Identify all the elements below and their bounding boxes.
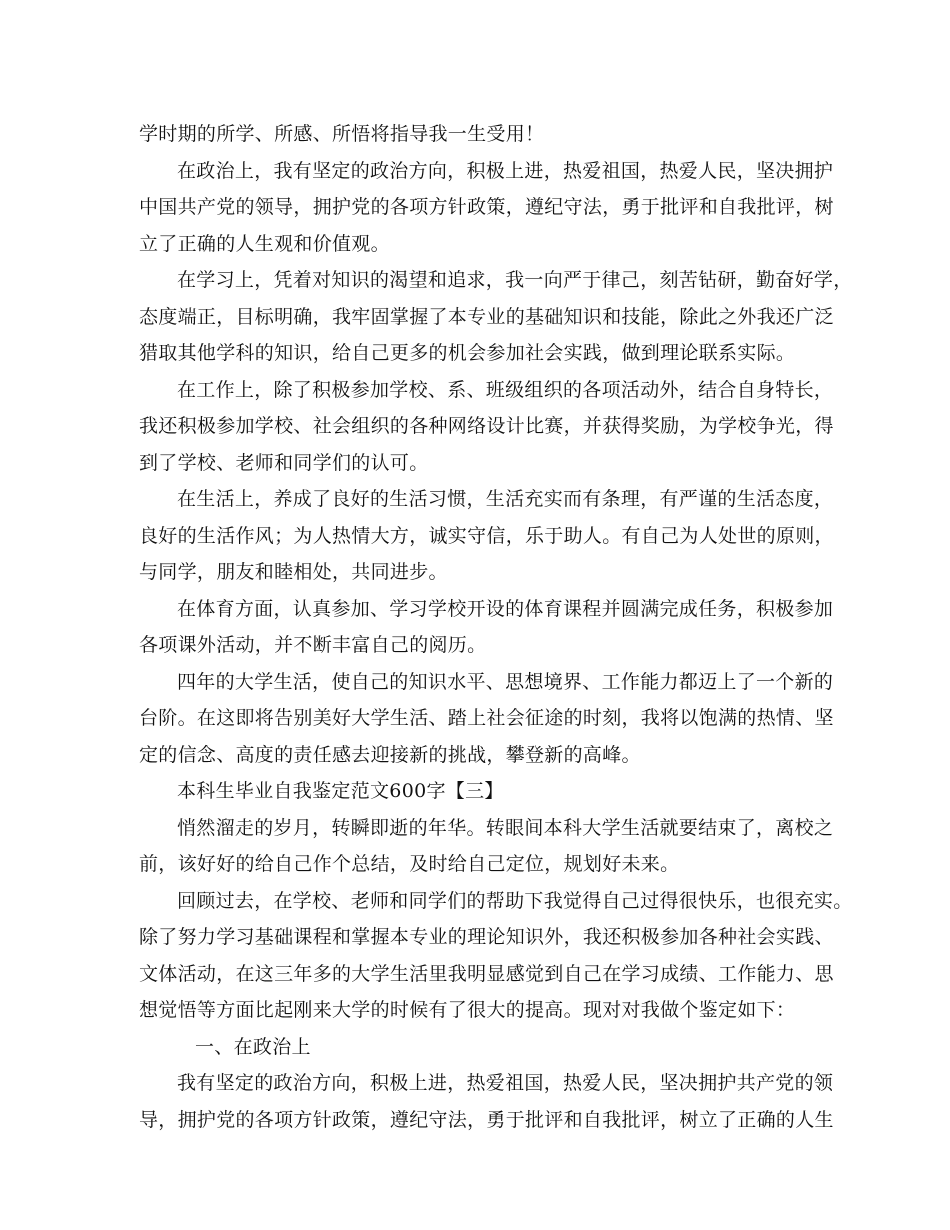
text-line: 文体活动，在这三年多的大学生活里我明显感觉到自己在学习成绩、工作能力、思	[139, 962, 834, 985]
text-line: 想觉悟等方面比起刚来大学的时候有了很大的提高。现对对我做个鉴定如下：	[139, 999, 796, 1021]
text-line: 中国共产党的领导，拥护党的各项方针政策，遵纪守法，勇于批评和自我批评，树	[139, 196, 834, 218]
text-line: 本科生毕业自我鉴定范文600字【三】	[177, 780, 504, 802]
text-line: 定的信念、高度的责任感去迎接新的挑战，攀登新的高峰。	[139, 743, 641, 766]
text-line: 导，拥护党的各项方针政策，遵纪守法，勇于批评和自我批评，树立了正确的人生	[139, 1108, 834, 1131]
document-body	[139, 116, 853, 1138]
text-line: 除了努力学习基础课程和掌握本专业的理论知识外，我还积极参加各种社会实践、	[139, 926, 834, 948]
text-line: 在体育方面，认真参加、学习学校开设的体育课程并圆满完成任务，积极参加	[177, 597, 834, 620]
text-line: 到了学校、老师和同学们的认可。	[139, 451, 429, 474]
text-line: 一、在政治上	[195, 1035, 311, 1058]
text-line: 学时期的所学、所感、所悟将指导我一生受用！	[139, 123, 545, 145]
text-line: 各项课外活动，并不断丰富自己的阅历。	[139, 634, 487, 656]
text-line: 良好的生活作风；为人热情大方，诚实守信，乐于助人。有自己为人处世的原则，	[139, 524, 834, 547]
text-line: 我还积极参加学校、社会组织的各种网络设计比赛，并获得奖励，为学校争光，得	[139, 415, 834, 437]
text-line: 与同学，朋友和睦相处，共同进步。	[139, 561, 448, 583]
text-line: 在工作上，除了积极参加学校、系、班级组织的各项活动外，结合自身特长，	[177, 378, 834, 401]
text-line: 我有坚定的政治方向，积极上进，热爱祖国，热爱人民，坚决拥护共产党的领	[177, 1072, 834, 1094]
text-line: 前，该好好的给自己作个总结，及时给自己定位，规划好未来。	[139, 853, 680, 875]
text-line: 在生活上，养成了良好的生活习惯，生活充实而有条理，有严谨的生活态度，	[177, 488, 834, 510]
text-line: 在政治上，我有坚定的政治方向，积极上进，热爱祖国，热爱人民，坚决拥护	[177, 159, 834, 182]
text-line: 四年的大学生活，使自己的知识水平、思想境界、工作能力都迈上了一个新的	[177, 670, 834, 693]
text-line: 猎取其他学科的知识，给自己更多的机会参加社会实践，做到理论联系实际。	[139, 342, 796, 364]
text-line: 态度端正，目标明确，我牢固掌握了本专业的基础知识和技能，除此之外我还广泛	[139, 305, 834, 328]
text-line: 悄然溜走的岁月，转瞬即逝的年华。转眼间本科大学生活就要结束了，离校之	[177, 816, 834, 839]
text-line: 立了正确的人生观和价值观。	[139, 232, 390, 255]
text-line: 回顾过去，在学校、老师和同学们的帮助下我觉得自己过得很快乐，也很充实。	[177, 889, 853, 912]
text-line: 台阶。在这即将告别美好大学生活、踏上社会征途的时刻，我将以饱满的热情、坚	[139, 707, 834, 729]
text-line: 在学习上，凭着对知识的渴望和追求，我一向严于律己，刻苦钻研，勤奋好学，	[177, 269, 853, 291]
